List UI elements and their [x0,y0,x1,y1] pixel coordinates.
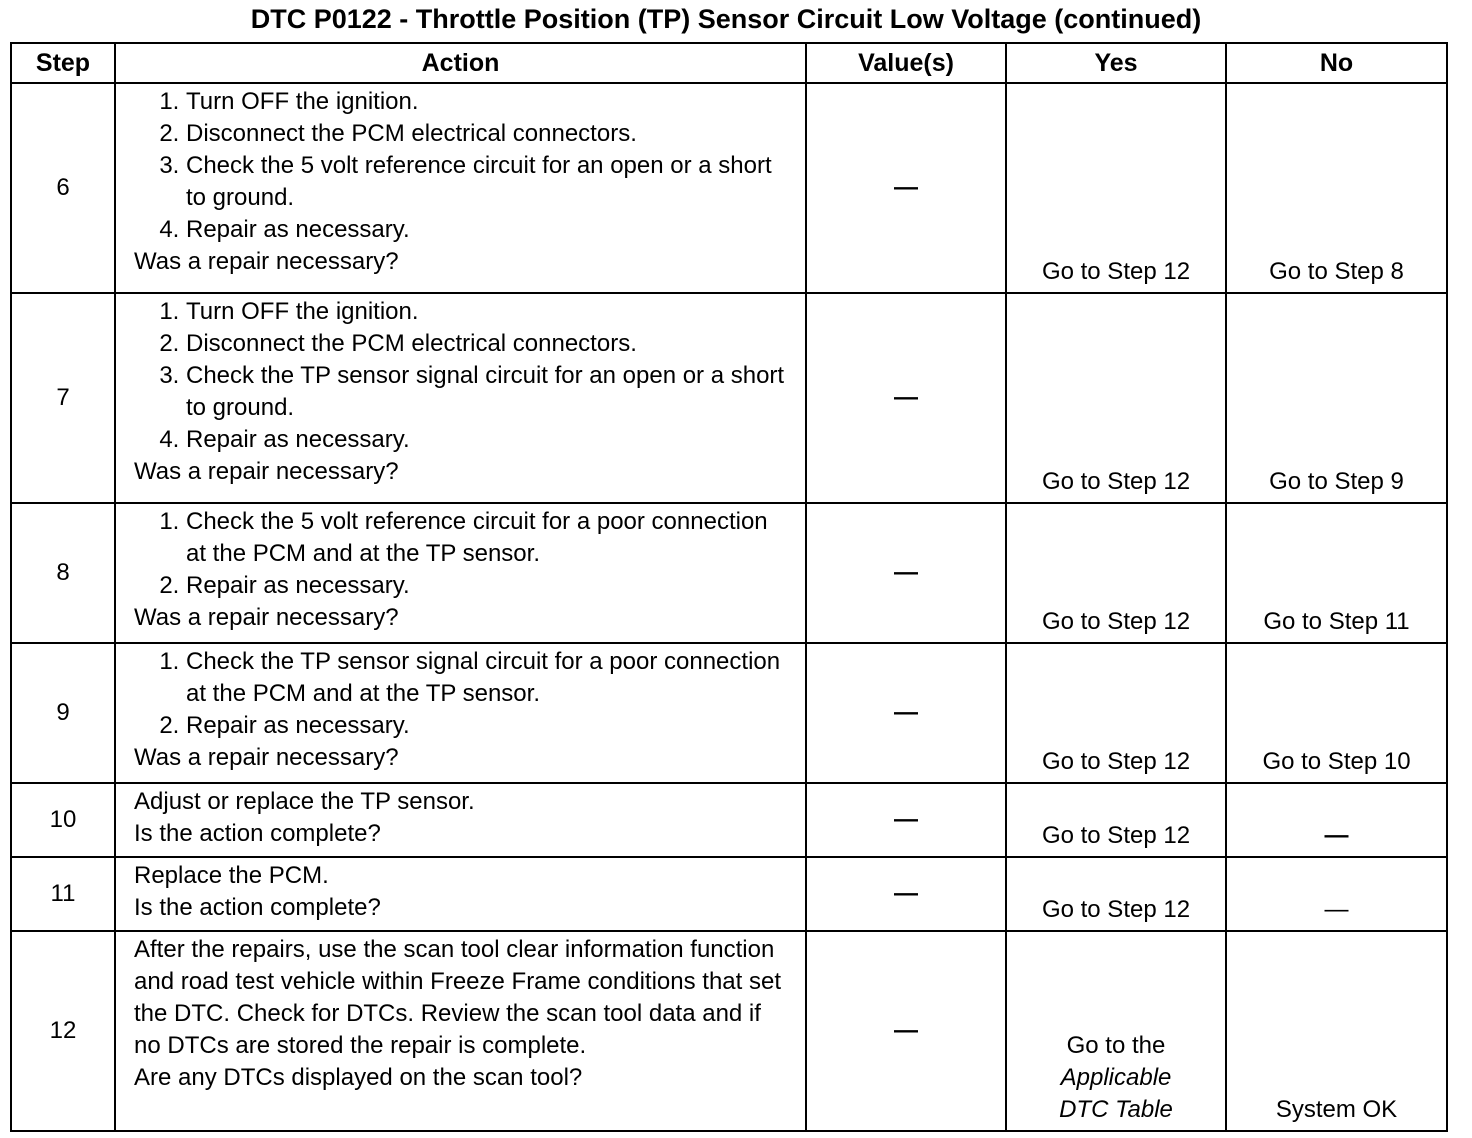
action-cell [115,857,806,931]
action-steps [134,646,789,742]
action-step: 4. Repair as necessary. [186,214,789,246]
no-cell: — [1226,857,1447,931]
header-row [11,43,1447,83]
no-cell: Go to Step 8 [1226,83,1447,293]
action-question: Was a repair necessary? [134,248,399,275]
yes-cell: Go to Step 12 [1006,643,1226,783]
no-cell: Go to Step 10 [1226,643,1447,783]
diagnostic-table [10,42,1448,1132]
action-cell [115,83,806,293]
action-question: Was a repair necessary? [134,458,399,485]
table-row [11,931,1447,1131]
action-cell [115,643,806,783]
value-cell: — [806,643,1006,783]
value-cell: — [806,293,1006,503]
step-number: 9 [11,643,115,783]
action-steps [134,296,789,456]
value-cell: — [806,783,1006,857]
step-number: 6 [11,83,115,293]
action-step: 2. Repair as necessary. [186,570,789,602]
no-cell: System OK [1226,931,1447,1131]
header-no: No [1226,43,1447,83]
yes-cell: Go to Step 12 [1006,783,1226,857]
action-question: Are any DTCs displayed on the scan tool? [134,1064,583,1091]
yes-cell: Go to Step 12 [1006,503,1226,643]
header-yes: Yes [1006,43,1226,83]
step-number: 8 [11,503,115,643]
action-step: 2. Repair as necessary. [186,710,789,742]
action-steps [134,86,789,246]
yes-cell: Go to Step 12 [1006,83,1226,293]
step-number: 10 [11,783,115,857]
table-row [11,293,1447,503]
action-step: 1. Turn OFF the ignition. [186,296,789,328]
step-number: 7 [11,293,115,503]
action-step: 3. Check the TP sensor signal circuit for an open or a short to ground. [186,360,789,424]
action-step: 1. Check the TP sensor signal circuit for a poor connection at the PCM and at the TP sensor. [186,646,789,710]
action-cell [115,783,806,857]
action-step: 3. Check the 5 volt reference circuit for an open or a short to ground. [186,150,789,214]
action-step: 1. Turn OFF the ignition. [186,86,789,118]
value-cell: — [806,83,1006,293]
no-cell: Go to Step 9 [1226,293,1447,503]
action-step: 4. Repair as necessary. [186,424,789,456]
value-cell: — [806,931,1006,1131]
no-cell: Go to Step 11 [1226,503,1447,643]
action-cell [115,503,806,643]
action-text: Adjust or replace the TP sensor. [134,788,475,815]
page-title: DTC P0122 - Throttle Position (TP) Sensor Circuit Low Voltage (continued) [250,4,1202,34]
action-step: 2. Disconnect the PCM electrical connectors. [186,328,789,360]
step-number: 12 [11,931,115,1131]
table-row [11,643,1447,783]
table-row [11,857,1447,931]
yes-line: Applicable [1060,1064,1172,1091]
action-text: Replace the PCM. [134,862,329,889]
action-step: 2. Disconnect the PCM electrical connectors. [186,118,789,150]
action-question: Was a repair necessary? [134,744,399,771]
table-row [11,503,1447,643]
table-row [11,83,1447,293]
step-number: 11 [11,857,115,931]
value-cell: — [806,503,1006,643]
action-question: Is the action complete? [134,894,381,921]
action-text: After the repairs, use the scan tool clear information function and road test vehicle within Freeze Frame conditions that set the DTC. Check for DTCs. Review the scan tool data and if no DTCs are stored the repair is complete. [134,936,781,1059]
yes-line: Go to the [1066,1032,1166,1059]
header-action: Action [115,43,806,83]
action-cell [115,293,806,503]
no-cell: — [1226,783,1447,857]
yes-line: DTC Table [1059,1096,1173,1123]
header-step: Step [11,43,115,83]
action-cell [115,931,806,1131]
yes-cell [1006,931,1226,1131]
yes-cell: Go to Step 12 [1006,857,1226,931]
action-steps [134,506,789,602]
header-values: Value(s) [806,43,1006,83]
value-cell: — [806,857,1006,931]
yes-cell: Go to Step 12 [1006,293,1226,503]
table-row [11,783,1447,857]
action-question: Is the action complete? [134,820,381,847]
action-question: Was a repair necessary? [134,604,399,631]
action-step: 1. Check the 5 volt reference circuit for a poor connection at the PCM and at the TP sensor. [186,506,789,570]
